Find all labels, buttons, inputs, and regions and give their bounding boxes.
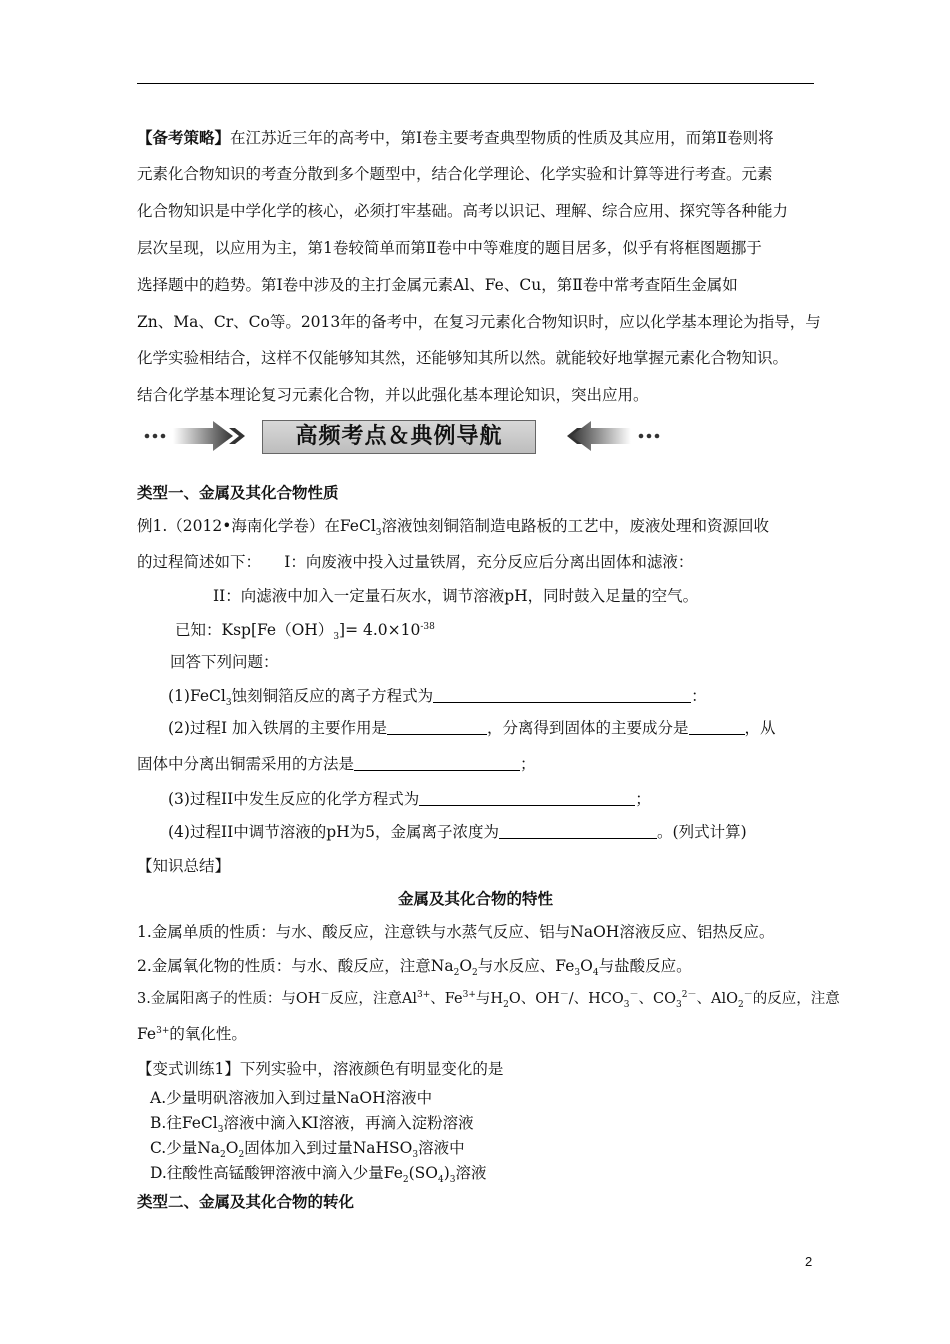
strategy-line-3: 化合物知识是中学化学的核心，必须打牢基础。高考以识记、理解、综合应用、探究等各种能力 bbox=[137, 202, 789, 220]
example1-line-3: II：向滤液中加入一定量石灰水，调节溶液pH，同时鼓入足量的空气。 bbox=[213, 587, 699, 605]
strategy-line-7: 化学实验相结合，这样不仅能够知其然，还能够知其所以然。就能较好地掌握元素化合物知识。 bbox=[137, 349, 789, 367]
answer-prompt: 回答下列问题： bbox=[170, 653, 279, 671]
q1-answer-blank[interactable] bbox=[433, 688, 691, 703]
arrow-right-icon bbox=[173, 421, 233, 451]
q4-answer-blank[interactable] bbox=[499, 824, 657, 839]
exercise-question: 【变式训练1】下列实验中，溶液颜色有明显变化的是 bbox=[137, 1060, 504, 1078]
strategy-line-4: 层次呈现，以应用为主，第1卷较简单而第Ⅱ卷中中等难度的题目居多，似乎有将框图题挪于 bbox=[137, 239, 762, 257]
header-rule bbox=[137, 83, 814, 84]
example1-line-2: 的过程简述如下： I：向废液中投入过量铁屑，充分反应后分离出固体和滤液： bbox=[137, 553, 694, 571]
option-d[interactable]: D.往酸性高锰酸钾溶液中滴入少量$Fe_2(SO_4)_3$溶液 bbox=[150, 1164, 487, 1186]
summary-point-2: 2.金属氧化物的性质：与水、酸反应，注意$Na_2O_2$与水反应、$Fe_3O_4$与盐酸反应。 bbox=[137, 957, 692, 979]
q2-answer-blank-1[interactable] bbox=[387, 720, 487, 735]
strategy-line-6: Zn、Ma、Cr、Co等。2013年的备考中，在复习元素化合物知识时，应以化学基本理论为指导，与 bbox=[137, 313, 821, 331]
summary-title: 金属及其化合物的特性 bbox=[397, 890, 553, 908]
summary-point-3: 3.金属阳离子的性质：与OH－反应，注意$Al^{3+}$、$Fe^{3+}$与$H_2O$、OH－/、$HCO_3^-$、$CO_3^{2-}$、AlO$_2$－的反应，注意 bbox=[137, 990, 840, 1010]
question-1: (1)FeCl$_3$蚀刻铜箔反应的离子方程式为 ： bbox=[168, 687, 707, 709]
question-4: (4)过程II中调节溶液的pH为5，金属离子浓度为 。(列式计算) bbox=[168, 823, 747, 841]
option-b[interactable]: B.往FeCl$_3$溶液中滴入KI溶液，再滴入淀粉溶液 bbox=[150, 1114, 474, 1136]
strategy-line-1: 【备考策略】在江苏近三年的高考中，第Ⅰ卷主要考查典型物质的性质及其应用，而第Ⅱ卷则将 bbox=[137, 129, 774, 147]
option-c[interactable]: C.少量$Na_2O_2$固体加入到过量NaHSO$_3$溶液中 bbox=[150, 1139, 465, 1161]
banner-title: 高频考点＆典例导航 bbox=[262, 420, 536, 454]
question-2-cont: 固体中分离出铜需采用的方法是 ； bbox=[137, 755, 536, 773]
summary-point-3-cont: $Fe^{3+}$的氧化性。 bbox=[137, 1025, 247, 1043]
page-number: 2 bbox=[805, 1254, 813, 1269]
strategy-line-5: 选择题中的趋势。第Ⅰ卷中涉及的主打金属元素Al、Fe、Cu，第Ⅱ卷中常考查陌生金属如 bbox=[137, 276, 738, 294]
q2-answer-blank-3[interactable] bbox=[354, 756, 520, 771]
question-3: (3)过程II中发生反应的化学方程式为 ； bbox=[168, 790, 651, 808]
dots-left-icon bbox=[145, 434, 166, 439]
type1-heading: 类型一、金属及其化合物性质 bbox=[137, 484, 339, 502]
question-2: (2)过程I 加入铁屑的主要作用是 ，分离得到固体的主要成分是 ，从 bbox=[168, 719, 776, 737]
strategy-line-2: 元素化合物知识的考查分散到多个题型中，结合化学理论、化学实验和计算等进行考查。元素 bbox=[137, 165, 773, 183]
dots-right-icon bbox=[639, 434, 660, 439]
q3-answer-blank[interactable] bbox=[419, 791, 635, 806]
arrow-left-icon bbox=[571, 421, 631, 451]
type2-heading: 类型二、金属及其化合物的转化 bbox=[137, 1193, 355, 1211]
known-condition: 已知：$Ksp[Fe(OH)_3]= 4.0\times 10^{-38}$ bbox=[175, 621, 435, 643]
strategy-line-8: 结合化学基本理论复习元素化合物，并以此强化基本理论知识，突出应用。 bbox=[137, 386, 649, 404]
example1-line-1: 例1.（2012•海南化学卷）在FeCl$_3$溶液蚀刻铜箔制造电路板的工艺中，废液处理和资源回收 bbox=[137, 517, 770, 539]
q2-answer-blank-2[interactable] bbox=[689, 720, 745, 735]
summary-label: 【知识总结】 bbox=[137, 857, 231, 875]
option-a[interactable]: A.少量明矾溶液加入到过量NaOH溶液中 bbox=[150, 1089, 433, 1107]
strategy-label: 【备考策略】 bbox=[137, 129, 231, 147]
summary-point-1: 1.金属单质的性质：与水、酸反应，注意铁与水蒸气反应、铝与NaOH溶液反应、铝热反应。 bbox=[137, 923, 775, 941]
